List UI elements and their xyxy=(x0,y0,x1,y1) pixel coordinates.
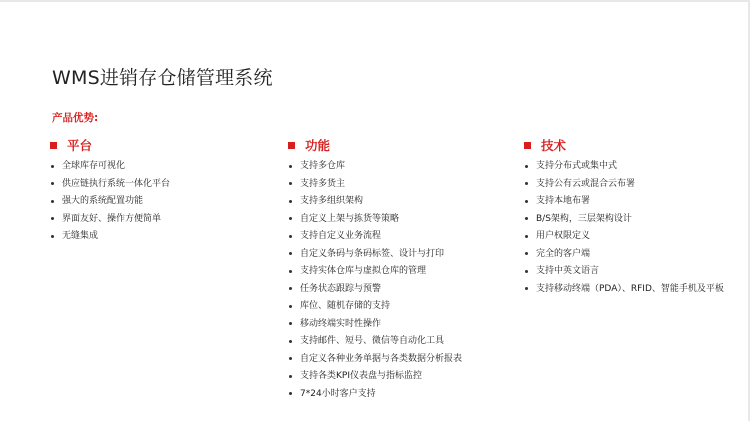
column-title: 功能 xyxy=(305,138,331,153)
column-header xyxy=(288,136,478,154)
list-item: 支持邮件、短号、微信等自动化工具 xyxy=(288,335,478,347)
list-item: 支持中英文语言 xyxy=(524,265,724,277)
column-header xyxy=(50,136,250,154)
list-item: 全球库存可视化 xyxy=(50,160,250,172)
feature-list xyxy=(288,160,478,400)
column-title: 技术 xyxy=(541,138,567,153)
list-item: 自定义上架与拣货等策略 xyxy=(288,213,478,225)
top-divider xyxy=(0,0,750,2)
square-bullet-icon xyxy=(288,142,295,149)
column-title: 平台 xyxy=(67,138,93,153)
square-bullet-icon xyxy=(524,142,531,149)
list-item: 支持多仓库 xyxy=(288,160,478,172)
list-item: 支持本地布署 xyxy=(524,195,724,207)
list-item: 支持多货主 xyxy=(288,178,478,190)
list-item: 支持多组织架构 xyxy=(288,195,478,207)
list-item: 支持各类KPI仪表盘与指标监控 xyxy=(288,370,478,382)
list-item: 支持移动终端（PDA）、RFID、智能手机及平板 xyxy=(524,283,724,295)
slide-title: WMS进销存仓储管理系统 xyxy=(52,67,273,89)
list-item: 无缝集成 xyxy=(50,230,250,242)
column-header xyxy=(524,136,724,154)
list-item: 7*24小时客户支持 xyxy=(288,388,478,400)
list-item: 支持实体仓库与虚拟仓库的管理 xyxy=(288,265,478,277)
list-item: 强大的系统配置功能 xyxy=(50,195,250,207)
column-technology xyxy=(524,136,724,300)
list-item: 任务状态跟踪与预警 xyxy=(288,283,478,295)
list-item: 支持公有云或混合云布署 xyxy=(524,178,724,190)
list-item: 移动终端实时性操作 xyxy=(288,318,478,330)
product-advantages-heading: 产品优势: xyxy=(52,112,99,124)
feature-list xyxy=(50,160,250,242)
list-item: 支持自定义业务流程 xyxy=(288,230,478,242)
list-item: 供应链执行系统一体化平台 xyxy=(50,178,250,190)
list-item: 用户权限定义 xyxy=(524,230,724,242)
list-item: 自定义条码与条码标签、设计与打印 xyxy=(288,248,478,260)
feature-list xyxy=(524,160,724,295)
list-item: B/S架构，三层架构设计 xyxy=(524,213,724,225)
square-bullet-icon xyxy=(50,142,57,149)
column-platform xyxy=(50,136,250,248)
list-item: 自定义各种业务单据与各类数据分析报表 xyxy=(288,353,478,365)
list-item: 界面友好、操作方便简单 xyxy=(50,213,250,225)
list-item: 库位、随机存储的支持 xyxy=(288,300,478,312)
column-features xyxy=(288,136,478,405)
list-item: 支持分布式或集中式 xyxy=(524,160,724,172)
list-item: 完全的客户端 xyxy=(524,248,724,260)
